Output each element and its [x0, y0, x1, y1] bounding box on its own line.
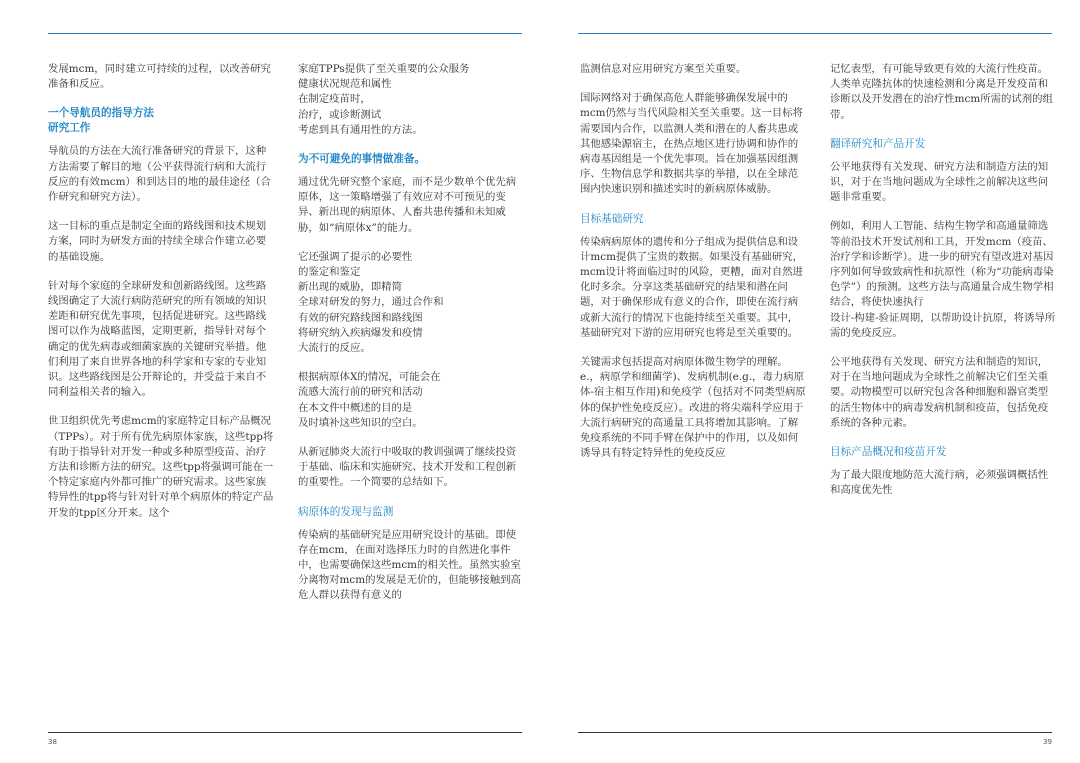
- paragraph: 国际网络对于确保高危人群能够确保发展中的mcm仍然与当代风险相关至关重要。这一目标将需要国内合作，以监测人类和潜在的人畜共患或其他感染源宿主，在热点地区进行协调和协作的病毒基因组是一个优先事项。旨在加强基因组测序、生物信息学和数据共享的举措，以在全球范围内快速识别和描述实时的新病原体威胁。: [580, 92, 803, 196]
- bottom-rule: [578, 732, 1052, 733]
- section-heading: 目标产品概况和疫苗开发: [830, 446, 947, 459]
- section-heading: 翻译研究和产品开发: [830, 137, 926, 150]
- top-rule: [48, 33, 522, 34]
- section-heading: 病原体的发现与监测: [298, 505, 394, 518]
- paragraph: 发展mcm，同时建立可持续的过程，以改善研究准备和反应。: [48, 63, 271, 91]
- paragraph: 公平地获得有关发现、研究方法和制造的知识，对于在当地问题成为全球性之前解决它们至关重要。动物模型可以研究包含各种细胞和器官类型的活生物体中的病毒发病机制和疫苗，包括免疫系统的各种元素。: [830, 356, 1049, 429]
- paragraph: 传染病病原体的遗传和分子组成为提供信息和设计mcm提供了宝贵的数据。如果没有基础研究，mcm设计将面临过时的风险，更糟，面对自然进化时多余。分享这类基础研究的结果和潜在问题，对于确保形成有意义的合作，即使在流行病或新大流行的情况下也能持续至关重要。其中，基础研究对下游的应用研究也将是至关重要的。: [580, 235, 803, 339]
- paragraph: 这一目标的重点是制定全面的路线图和技术规划方案，同时为研发方面的持续全球合作建立必要的基础设施。: [48, 220, 267, 263]
- right-page-column-2: [830, 62, 1056, 512]
- paragraph: 公平地获得有关发现、研究方法和制造方法的知识，对于在当地问题成为全球性之前解决这些问题非常重要。: [830, 160, 1049, 204]
- paragraph: 为了最大限度地防范大流行病，必须强调概括性和高度优先性: [830, 469, 1049, 497]
- section-heading: [48, 106, 274, 136]
- left-page-column-1: [48, 62, 274, 535]
- right-page: [540, 0, 1080, 763]
- top-rule: [578, 33, 1052, 34]
- paragraph: 关键需求包括提高对病原体微生物学的理解。e.，病原学和细菌学)、发病机制(e.g.，毒力病原体-宿主相互作用)和免疫学（包括对不同类型病原体的保护性免疫反应）。改进的将尖端科学应用于大流行病研究的高通量工具将增加其影响。了解免疫系统的不同手臂在保护中的作用，以及如何诱导具有特定特异性的免疫反应: [580, 356, 806, 460]
- heading-line: 一个导航员的指导方法: [48, 107, 154, 120]
- paragraph: 传染病的基础研究是应用研究设计的基础。即使存在mcm，在面对选择压力时的自然进化事件中，也需要确保这些mcm的相关性。虽然实验室分离物对mcm的发展是无价的，但能够接触到高危人群以获得有意义的: [298, 528, 521, 602]
- heading-line: 研究工作: [48, 122, 91, 135]
- paragraph: 记忆表型，有可能导致更有效的大流行性疫苗。人类单克隆抗体的快速检测和分离是开发疫苗和诊断以及开发潜在的治疗性mcm所需的试剂的组带。: [830, 63, 1053, 121]
- paragraph: 导航员的方法在大流行准备研究的背景下，这种方法需要了解目的地（公平获得流行病和大流行反应的有效mcm）和到达目的地的最佳途径（合作研究和研究方法）。: [48, 145, 271, 204]
- paragraph: 它还强调了提示的必要性 的鉴定和鉴定 新出现的威胁，即精简 全球对研发的努力，通过合作和 有效的研究路线图和路线图 将研究纳入疾病爆发和疫情 大流行的反应。: [298, 250, 444, 355]
- paragraph: 家庭TPPs提供了至关重要的公众服务 健康状况规范和属性 在制定疫苗时， 治疗，或诊断测试 考虑到具有通用性的方法。: [298, 63, 470, 136]
- paragraph: 例如，利用人工智能、结构生物学和高通量筛选等前沿技术开发试剂和工具，开发mcm（疫苗、治疗学和诊断学）。进一步的研究有望改进对基因序列如何导致致病性和抗原性（称为“功能病毒染色学”）的预测。这些方法与高通量合成生物学相结合，将使快速执行 设计-构建-验证周期，以帮助设计抗原，将诱导所需的免疫反应。: [830, 220, 1056, 339]
- paragraph: 世卫组织优先考虑mcm的家庭特定目标产品概况（TPPs）。对于所有优先病原体家族，这些tpp将有助于指导针对开发一种或多种原型疫苗、治疗方法和诊断方法的研究。这些tpp将强调可能在一个特定家庭内外都可推广的研究需求。这些家族特异性的tpp将与针对针对单个病原体的特定产品开发的tpp区分开来。这个: [48, 415, 274, 519]
- paragraph: 监测信息对应用研究方案至关重要。: [580, 63, 747, 75]
- paragraph: 根据病原体X的情况，可能会在 流感大流行前的研究和活动 在本文件中概述的目的是 及时填补这些知识的空白。: [298, 371, 441, 429]
- section-heading: 目标基础研究: [580, 212, 644, 225]
- page-number: 38: [48, 738, 57, 746]
- section-heading: 为不可避免的事情做准备。: [298, 153, 426, 166]
- right-page-column-1: [580, 62, 806, 475]
- paragraph: 针对每个家庭的全球研发和创新路线图。这些路线图确定了大流行病防范研究的所有领域的知识差距和研究优先事项，包括促进研究。这些路线图可以作为战略蓝图，定期更新，指导针对每个确定的优先病毒或细菌家族的关键研究举措。他们利用了来自世界各地的科学家和专家的专业知识。这些路线图是公开辩论的，并受益于来自不同利益相关者的输入。: [48, 279, 267, 399]
- page-number: 39: [1043, 738, 1052, 746]
- paragraph: 通过优先研究整个家庭，而不是少数单个优先病原体，这一策略增强了有效应对不可预见的变异、新出现的病原体、人畜共患传播和未知威胁，如“病原体x”的能力。: [298, 176, 517, 234]
- bottom-rule: [48, 732, 522, 733]
- paragraph: 从新冠肺炎大流行中吸取的教训强调了继续投资于基础、临床和实施研究、技术开发和工程创新的重要性。一个简要的总结如下。: [298, 446, 517, 489]
- left-page-column-2: [298, 62, 524, 618]
